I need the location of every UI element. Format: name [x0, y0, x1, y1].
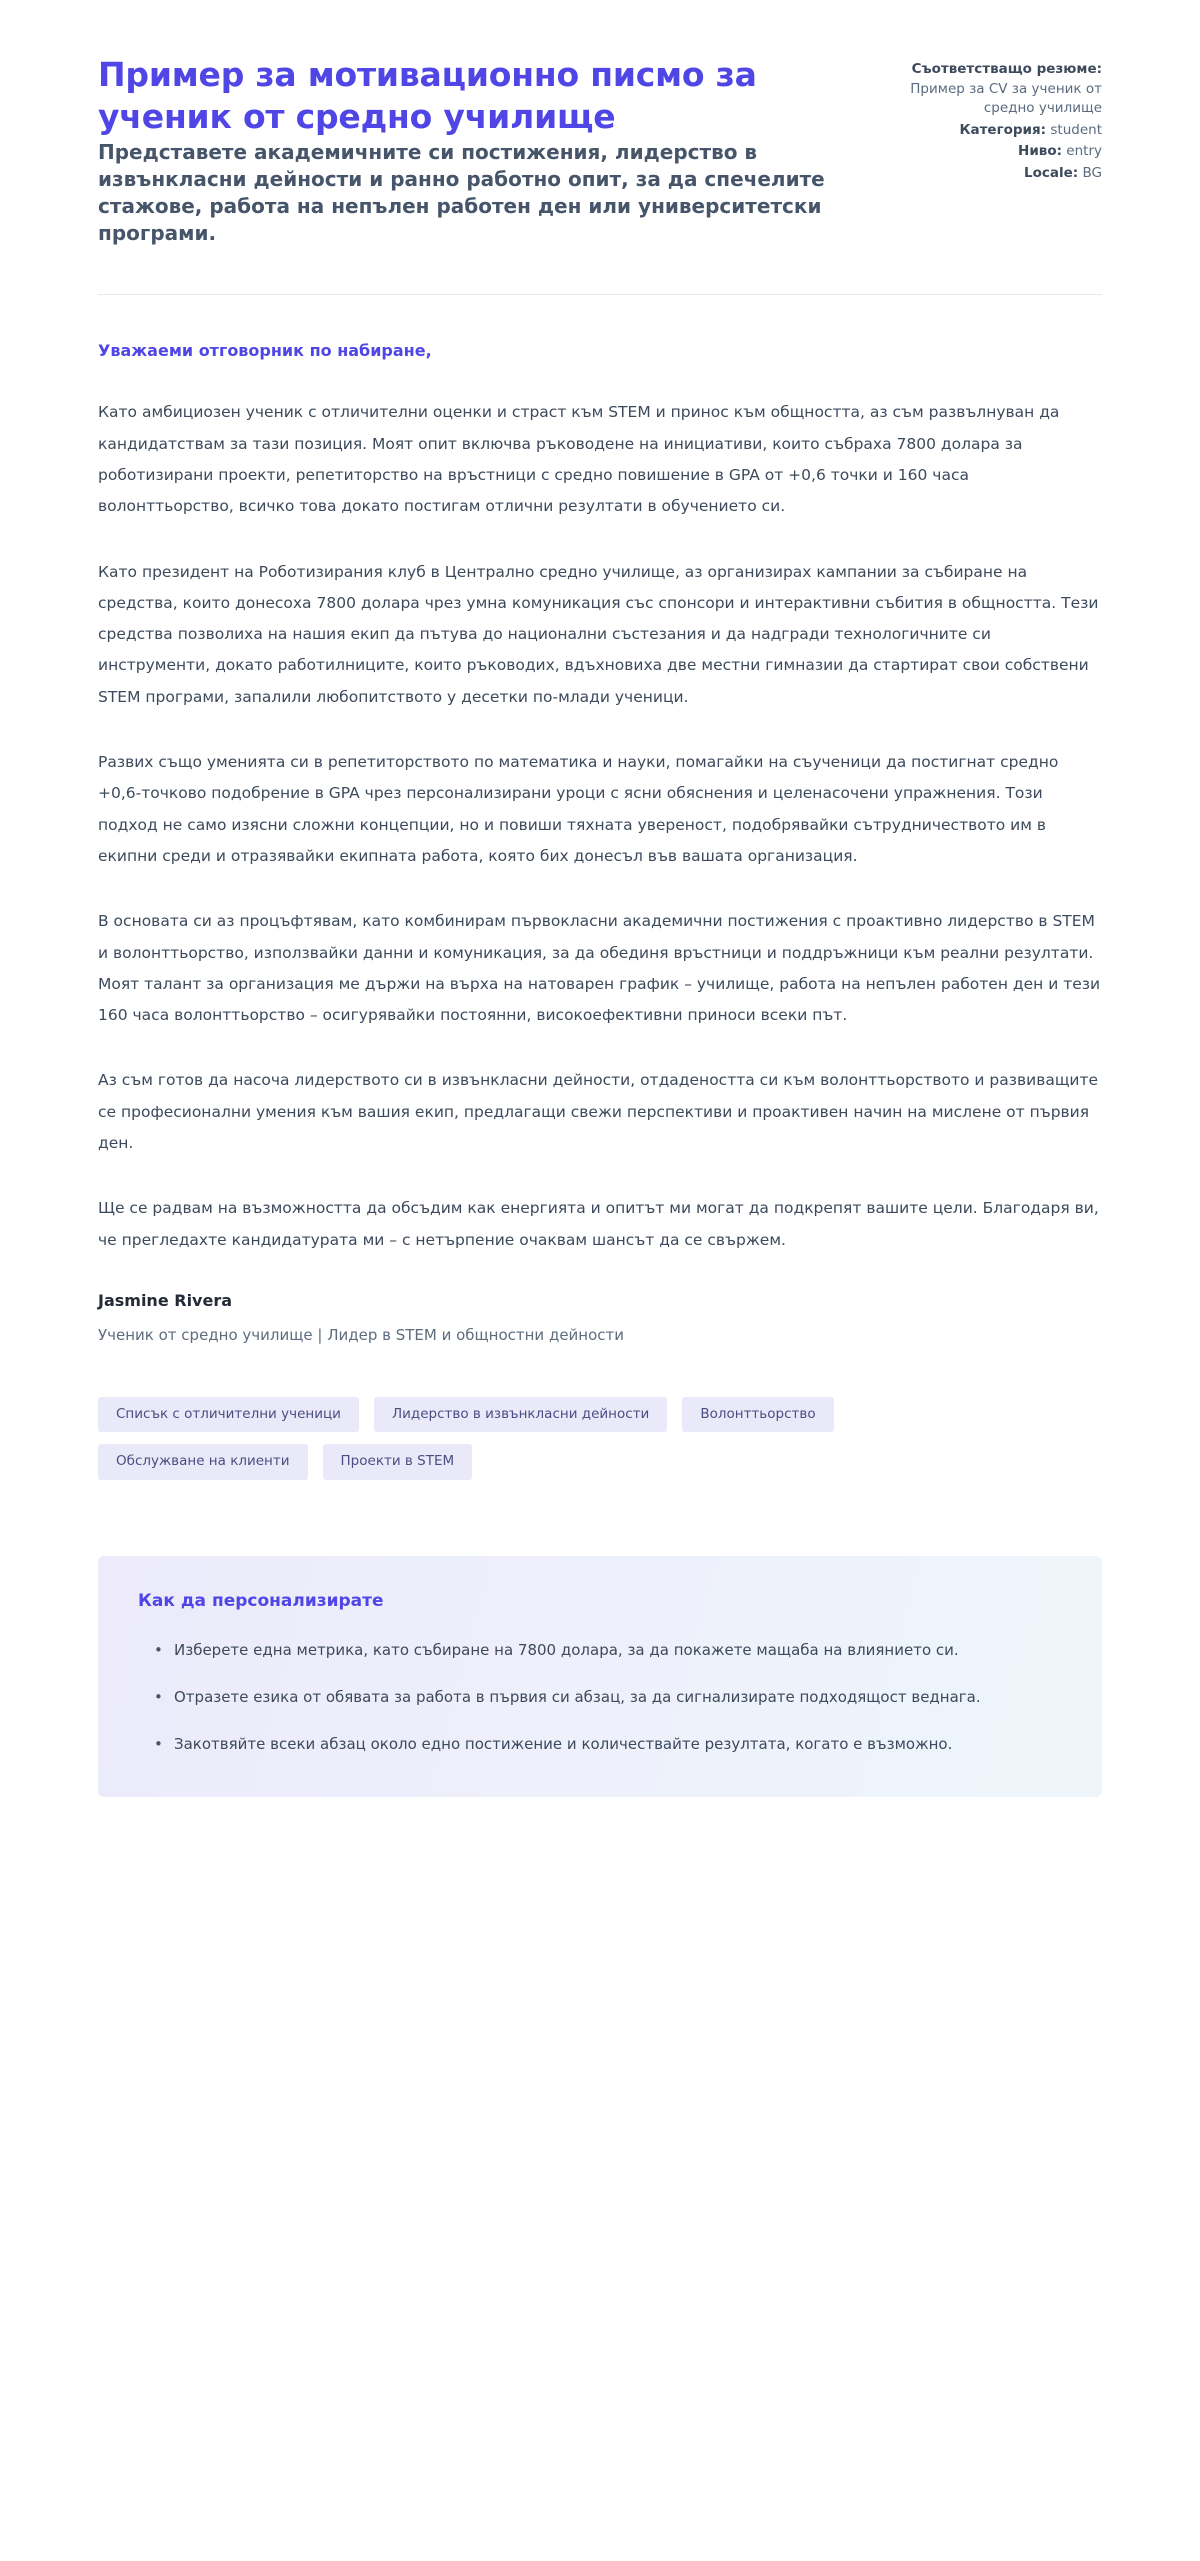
callout-list-item: • Отразете езика от обявата за работа в първия си абзац, за да сигнализирате подходящост веднага. — [160, 1683, 1062, 1712]
letter-paragraph: Като амбициозен ученик с отличителни оценки и страст към STEM и принос към общността, аз съм развълнуван да кандидатствам за тази позиция. Моят опит включва ръководене на инициативи, които събраха 7800 долара за роботизирани проекти, репетиторство на връстници с средно повишение в GPA от +0,6 точки и 160 часа волонттьорство, всичко това докато постигам отлични резултати в обучението си. — [98, 403, 1060, 516]
tag-chip[interactable]: Обслужване на клиенти — [98, 1444, 308, 1480]
letter-paragraph: В основата си аз процъфтявам, като комбинирам първокласни академични постижения с проактивно лидерство в STEM и волонттьорство, използвайки данни и комуникация, за да обединя връстници и поддръжници към реални резултати. Моят талант за организация ме държи на върха на натоварен график – училище, работа на непълен работен ден и тези 160 часа волонттьорство – осигурявайки постоянни, високоефективни приноси всеки път. — [98, 912, 1101, 1025]
signature-role: Ученик от средно училище | Лидер в STEM и общностни дейности — [98, 1326, 625, 1345]
meta-category-label: Категория: — [959, 121, 1047, 138]
document-metadata — [902, 54, 1102, 185]
meta-matching-resume-value: Пример за CV за ученик от средно училище — [910, 80, 1102, 117]
letter-paragraph: Ще се радвам на възможността да обсъдим как енергията и опитът ми могат да подкрепят вашите цели. Благодаря ви, че прегледахте кандидатурата ми – с нетърпение очаквам шансът да се свържем. — [98, 1199, 1099, 1249]
letter-paragraph: Като президент на Роботизирания клуб в Централно средно училище, аз организирах кампании за събиране на средства, които донесоха 7800 долара чрез умна комуникация със спонсори и интерактивни събития в общността. Тези средства позволиха на нашия екип да пътува до национални състезания и да надгради технологичните си инструменти, докато работилниците, които ръководих, вдъхновиха две местни гимназии да стартират свои собствени STEM програми, запалили любопитството у десетки по-млади ученици. — [98, 562, 1099, 706]
meta-locale-value: BG — [1082, 164, 1102, 181]
callout-title: Как да персонализирате — [138, 1590, 384, 1611]
customization-callout — [98, 1556, 1102, 1798]
tag-list — [98, 1397, 898, 1480]
signature-name: Jasmine Rivera — [98, 1290, 233, 1310]
page-title: Пример за мотивационно писмо за ученик от средно училище — [98, 55, 757, 136]
meta-locale — [902, 164, 1102, 184]
page-subtitle: Представете академичните си постижения, лидерство в извънкласни дейности и ранно работно опит, за да спечелите стажове, работа на непълен работен ден или университетски програми. — [98, 140, 825, 245]
tag-chip[interactable]: Волонттьорство — [682, 1397, 833, 1433]
signature-block — [98, 1290, 1102, 1347]
meta-level — [902, 142, 1102, 162]
meta-level-value: entry — [1066, 143, 1102, 160]
cover-letter-body — [98, 295, 1102, 1797]
letter-paragraph: Развих също уменията си в репетиторството по математика и науки, помагайки на съученици да постигнат средно +0,6-точково подобрение в GPA чрез персонализирани уроци с ясни обяснения и целенасочени упражнения. Този подход не само изясни сложни концепции, но и повиши тяхната увереност, подобрявайки сътрудничеството им в екипни среди и отразявайки екипната работа, която бих донесъл във вашата организация. — [98, 753, 1059, 865]
meta-level-label: Ниво: — [1018, 143, 1062, 160]
meta-locale-label: Locale: — [1024, 164, 1079, 181]
meta-category-value: student — [1050, 121, 1102, 138]
meta-matching-resume — [902, 60, 1102, 119]
callout-list-item: • Изберете една метрика, като събиране на 7800 долара, за да покажете мащаба на влиянието си. — [160, 1636, 1062, 1665]
letter-salutation: Уважаеми отговорник по набиране, — [98, 341, 432, 361]
document-header — [98, 0, 1102, 246]
header-title-block — [98, 54, 858, 246]
meta-category — [902, 121, 1102, 141]
meta-matching-resume-label: Съответстващо резюме: — [911, 61, 1102, 77]
letter-paragraph: Аз съм готов да насоча лидерството си в извънкласни дейности, отдадеността си към волонттьорството и развиващите се професионални умения към вашия екип, предлагащи свежи перспективи и проактивен начин на мислене от първия ден. — [98, 1071, 1099, 1152]
tag-chip[interactable]: Списък с отличителни ученици — [98, 1397, 359, 1433]
callout-list-item: • Закотвяйте всеки абзац около едно постижение и количествайте резултата, когато е възможно. — [160, 1730, 1062, 1759]
tag-chip[interactable]: Проекти в STEM — [323, 1444, 473, 1480]
callout-list — [138, 1636, 1062, 1760]
tag-chip[interactable]: Лидерство в извънкласни дейности — [374, 1397, 667, 1433]
